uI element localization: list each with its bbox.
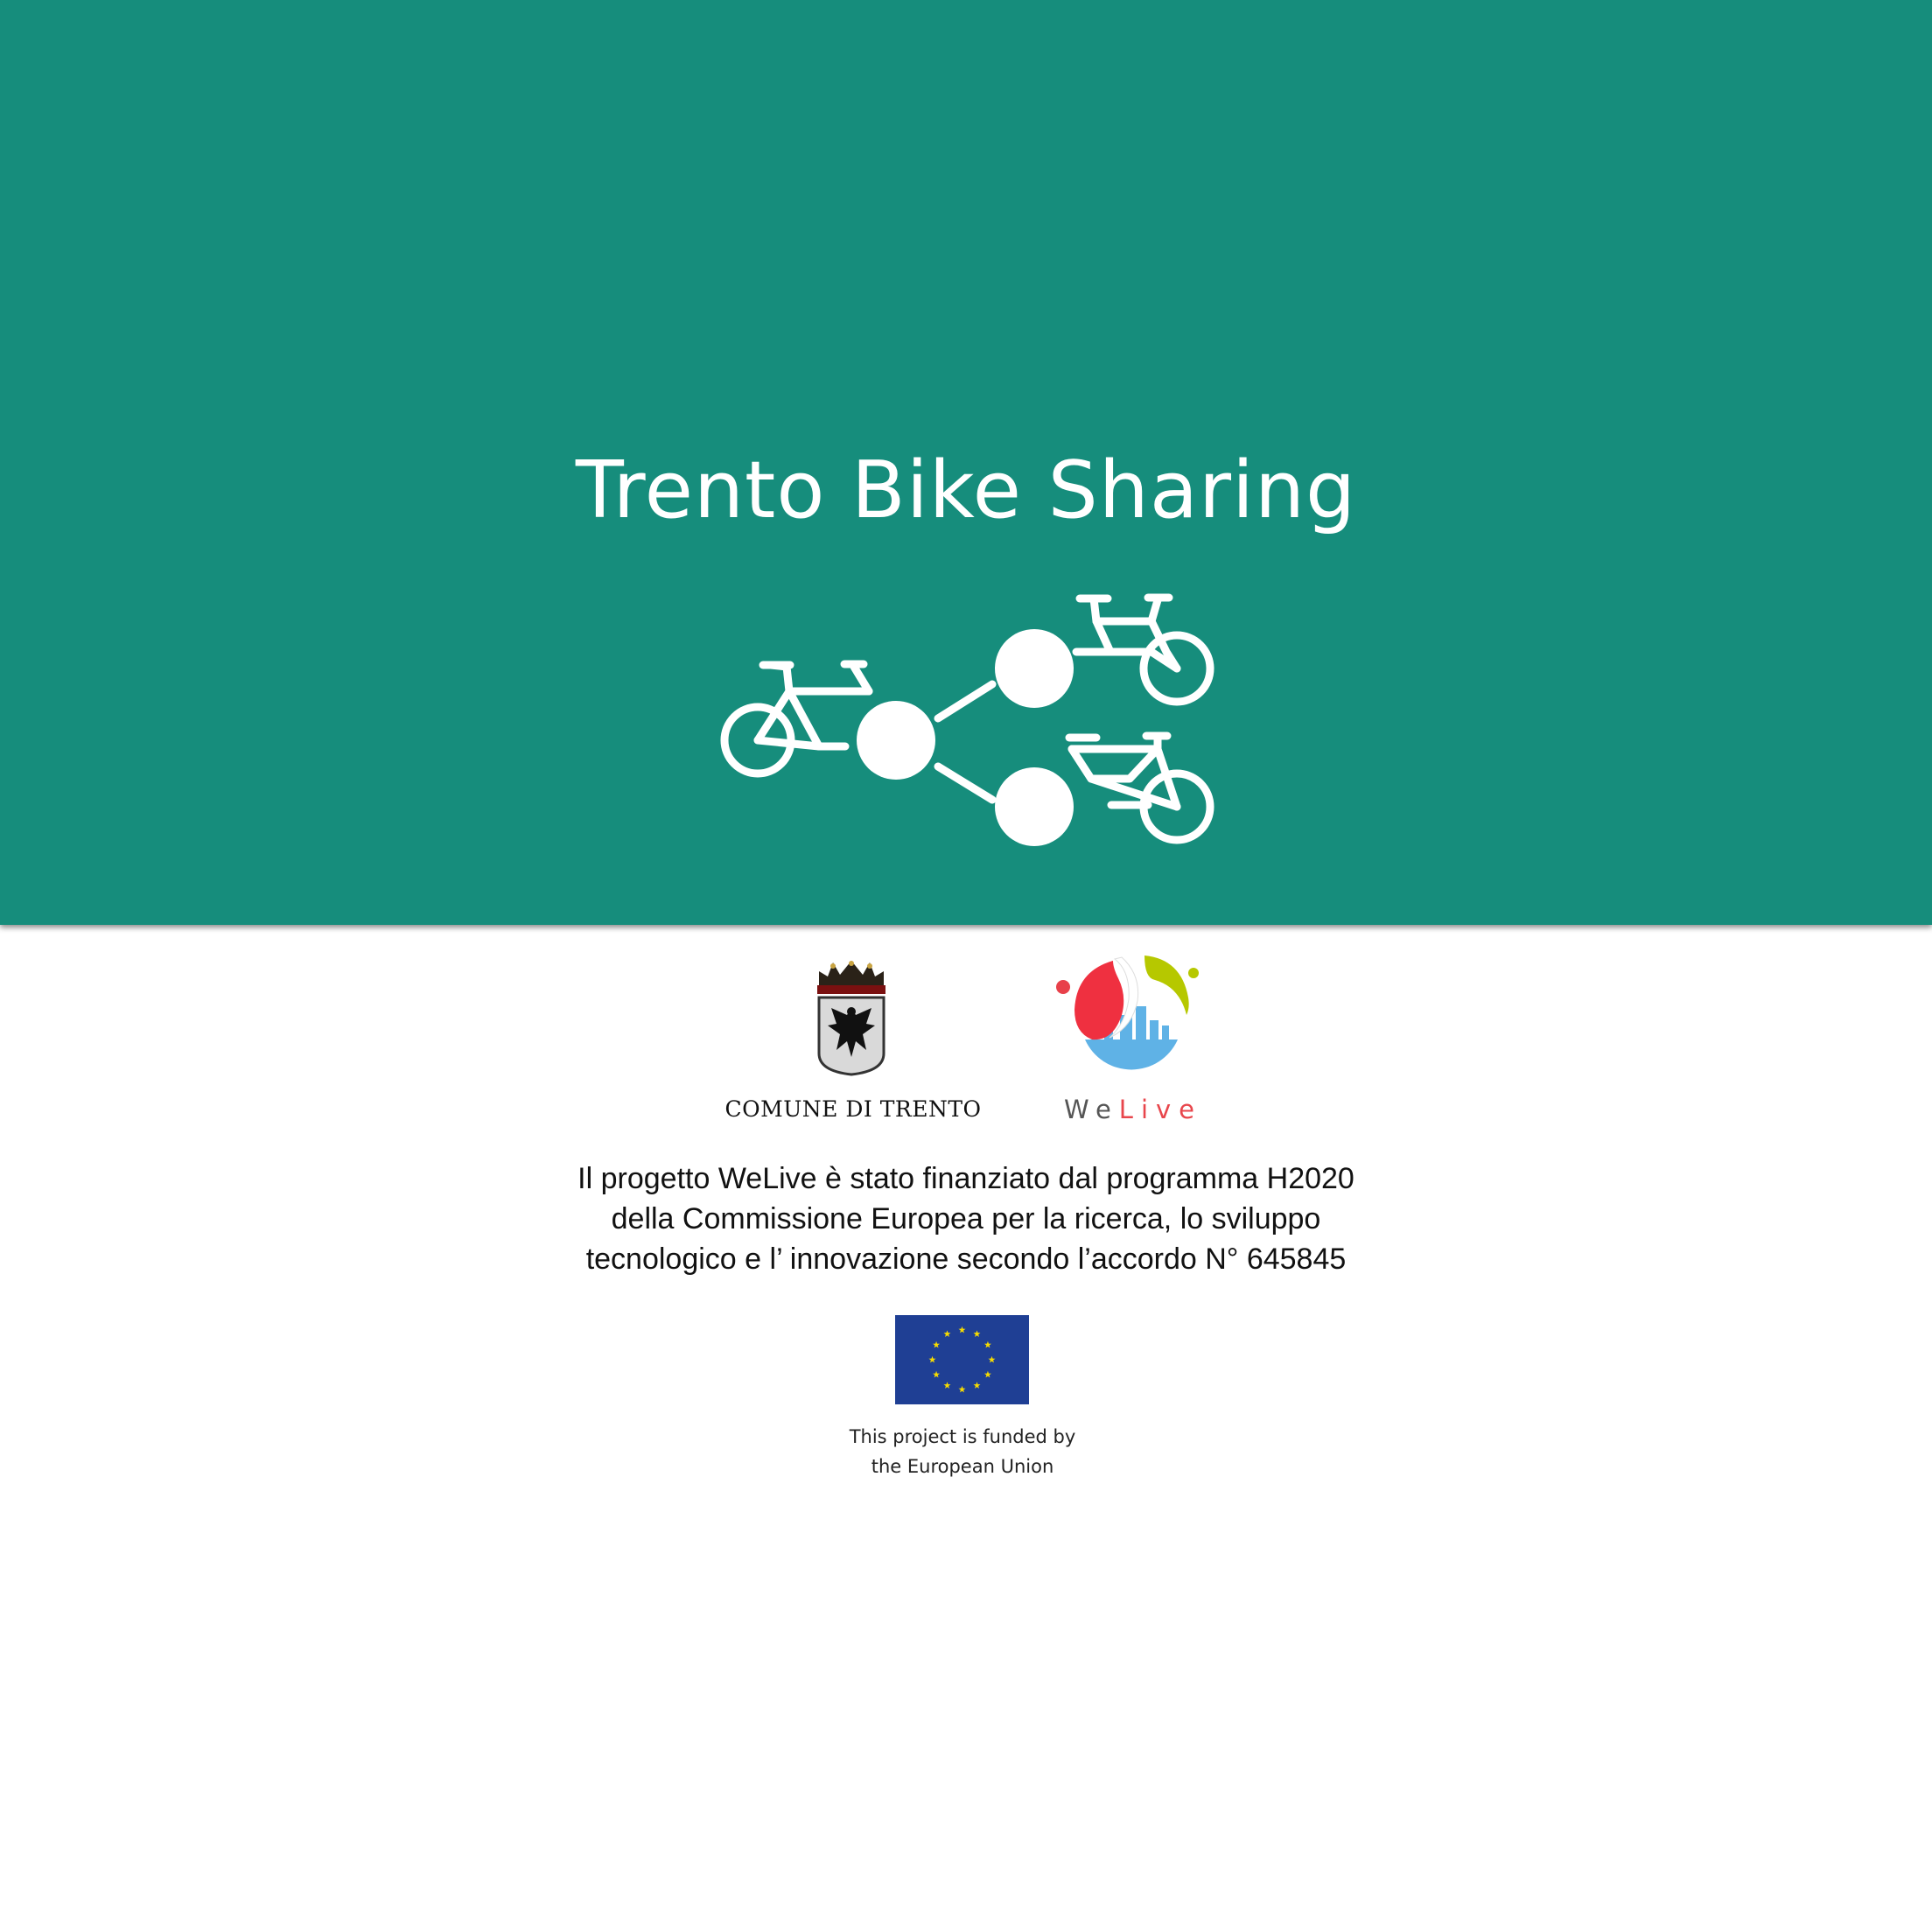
funding-line-3: tecnologico e l’ innovazione secondo l’accordo N° 645845 [585, 1242, 1347, 1276]
app-title: Trento Bike Sharing [575, 444, 1357, 536]
welive-logo-icon [1050, 954, 1208, 1082]
eu-funding-note [770, 1422, 1155, 1481]
funding-line-2: della Commissione Europea per la ricerca, lo sviluppo [611, 1202, 1321, 1236]
welive-name [1041, 1095, 1225, 1124]
comune-name: COMUNE DI TRENTO [724, 1096, 982, 1122]
welive-name-live: Live [1118, 1095, 1203, 1124]
trento-crest-icon [814, 959, 889, 1076]
welive-name-we: We [1063, 1095, 1119, 1124]
bike-network-icon [713, 586, 1221, 858]
eu-line-2: the European Union [871, 1456, 1054, 1477]
funding-line-1: Il progetto WeLive è stato finanziato dal programma H2020 [578, 1162, 1354, 1195]
eu-flag-icon [895, 1315, 1029, 1404]
header-banner [0, 0, 1932, 925]
eu-line-1: This project is funded by [849, 1426, 1076, 1447]
funding-statement [441, 1158, 1491, 1279]
